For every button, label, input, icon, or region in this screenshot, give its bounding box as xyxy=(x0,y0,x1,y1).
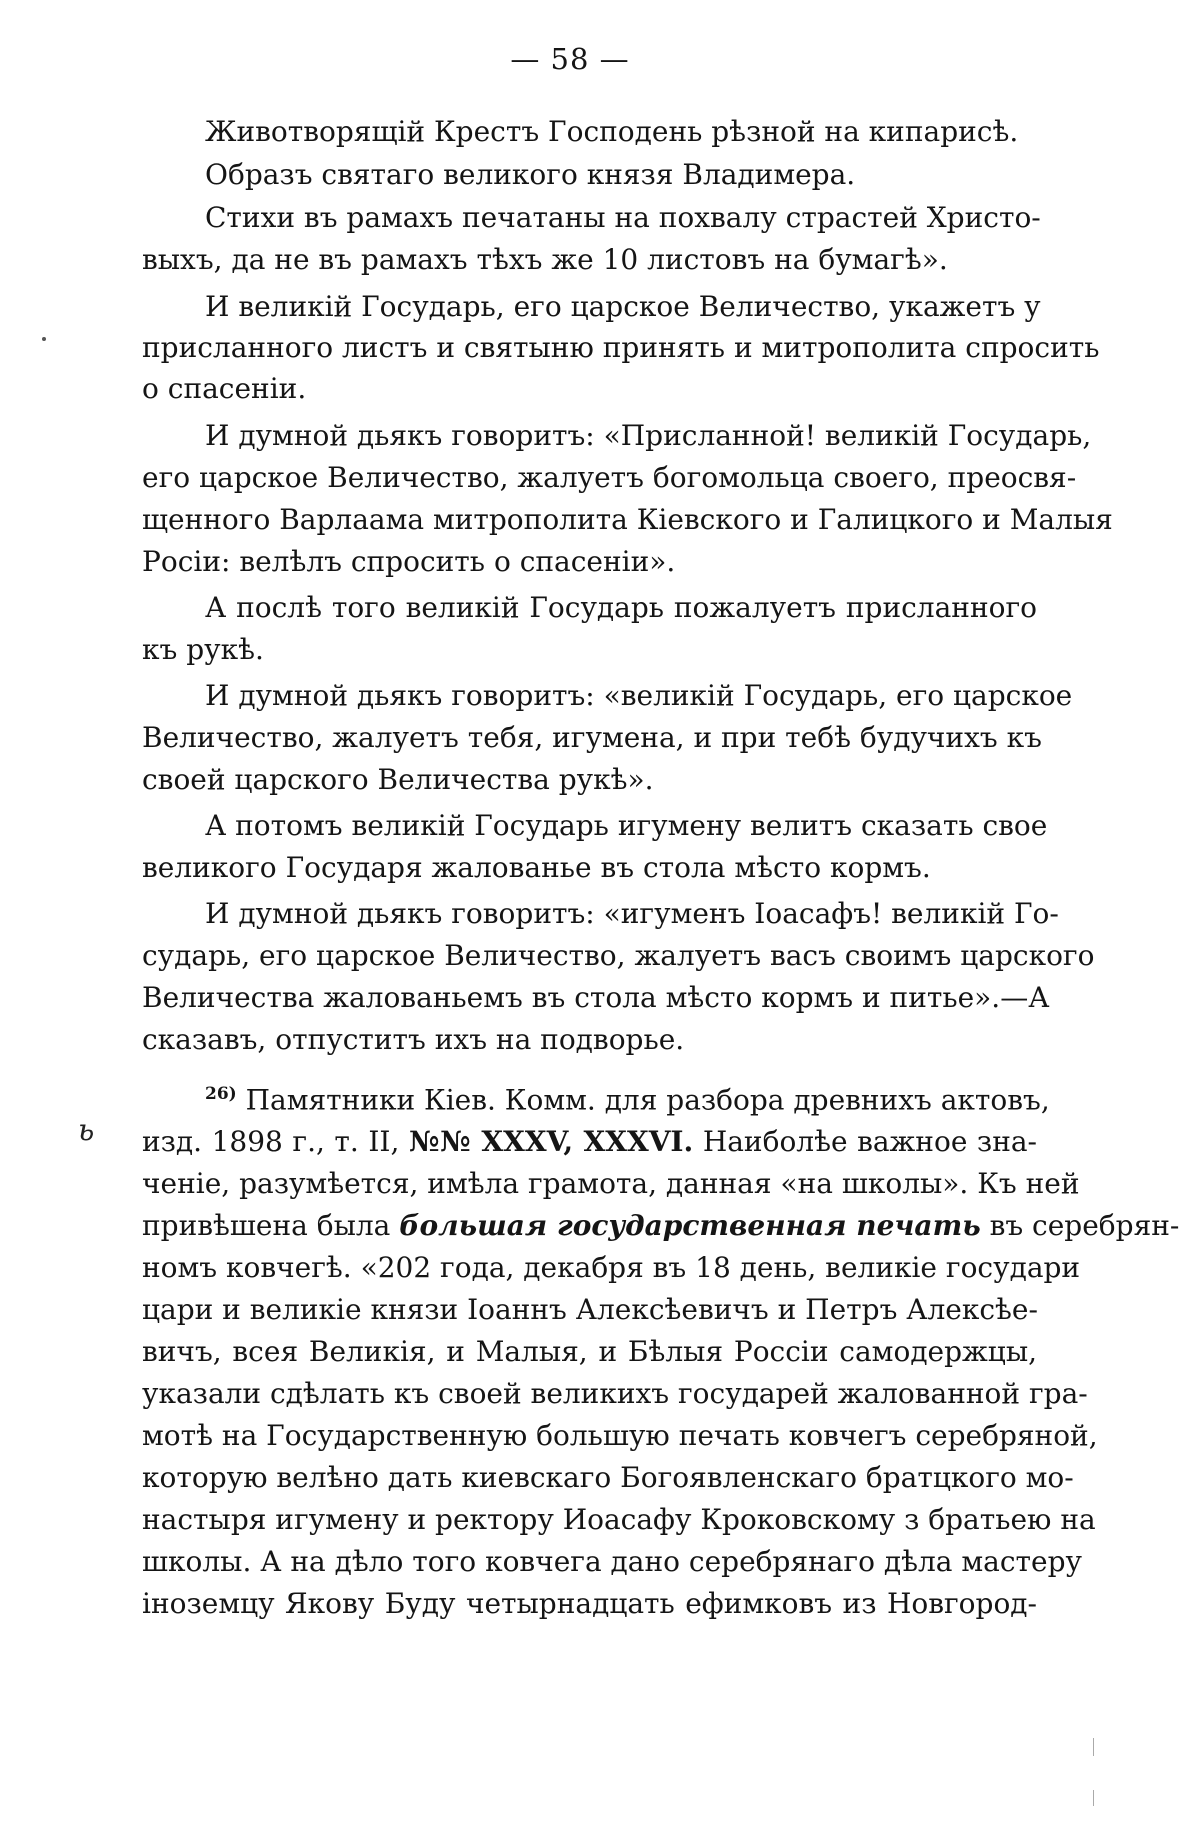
footnote-text: Наиболѣе важное зна- xyxy=(693,1125,1038,1158)
text-line: И думной дьякъ говоритъ: «Присланной! великій Государь, xyxy=(205,419,1092,452)
text-line: А потомъ великій Государь игумену велитъ сказать свое xyxy=(205,809,1048,842)
page-number: — 58 — xyxy=(510,42,630,76)
footnote-text: изд. 1898 г., т. II, xyxy=(142,1125,409,1158)
footnote-bold-reference: №№ XXXV, XXXVI. xyxy=(408,1125,694,1158)
scan-edge-mark xyxy=(1093,1738,1094,1756)
footnote-line xyxy=(142,1125,1038,1158)
footnote-text: Памятники Кіев. Комм. для разбора древнихъ актовъ, xyxy=(245,1083,1050,1117)
text-line: великого Государя жалованье въ стола мѣсто кормъ. xyxy=(142,851,931,884)
text-line: своей царского Величества рукѣ». xyxy=(142,763,654,796)
text-line: сударь, его царское Величество, жалуетъ васъ своимъ царского xyxy=(142,939,1095,972)
footnote-text: привѣшена была xyxy=(142,1209,400,1242)
footnote-line: мотѣ на Государственную большую печать ковчегъ серебряной, xyxy=(142,1419,1098,1452)
margin-handwritten-note: ь xyxy=(78,1113,95,1148)
margin-dot xyxy=(42,337,46,341)
footnote-line: номъ ковчегѣ. «202 года, декабря въ 18 день, великіе государи xyxy=(142,1251,1081,1284)
text-line: И великій Государь, его царское Величество, укажетъ у xyxy=(205,290,1041,323)
text-line: А послѣ того великій Государь пожалуетъ присланного xyxy=(205,591,1037,624)
text-line: выхъ, да не въ рамахъ тѣхъ же 10 листовъ на бумагѣ». xyxy=(142,243,948,276)
text-line: щенного Варлаама митрополита Кіевского и Галицкого и Малыя xyxy=(142,503,1113,536)
text-line: И думной дьякъ говоритъ: «великій Государь, его царское xyxy=(205,679,1073,712)
footnote-line: вичъ, всея Великія, и Малыя, и Бѣлыя Россіи самодержцы, xyxy=(142,1335,1037,1368)
text-line: Стихи въ рамахъ печатаны на похвалу страстей Христо- xyxy=(205,201,1041,234)
text-line: И думной дьякъ говоритъ: «игуменъ Іоасафъ! великій Го- xyxy=(205,897,1059,930)
footnote-line: іноземцу Якову Буду четырнадцать ефимковъ из Новгород- xyxy=(142,1587,1037,1620)
text-line: Образъ святаго великого князя Владимера. xyxy=(205,158,856,191)
scan-edge-mark xyxy=(1093,1790,1094,1806)
footnote-line: школы. А на дѣло того ковчега дано серебрянаго дѣла мастеру xyxy=(142,1545,1082,1578)
text-line: сказавъ, отпуститъ ихъ на подворье. xyxy=(142,1023,685,1056)
footnote-text: въ серебрян- xyxy=(980,1209,1179,1242)
footnote-marker: 26) xyxy=(205,1084,237,1104)
text-line: присланного листъ и святыню принять и митрополита спросить xyxy=(142,331,1100,364)
footnote-emphasis: большая государственная печать xyxy=(399,1209,981,1242)
text-line: его царское Величество, жалуетъ богомольца своего, преосвя- xyxy=(142,461,1077,494)
text-line: Росіи: велѣлъ спросить о спасеніи». xyxy=(142,545,676,578)
text-line: Животворящій Крестъ Господень рѣзной на кипарисѣ. xyxy=(205,115,1019,148)
text-line: Величество, жалуетъ тебя, игумена, и при тебѣ будучихъ къ xyxy=(142,721,1042,754)
footnote-line: указали сдѣлать къ своей великихъ государей жалованной гра- xyxy=(142,1377,1088,1410)
footnote-line: цари и великіе князи Іоаннъ Алексѣевичъ и Петръ Алексѣе- xyxy=(142,1293,1038,1326)
footnote-line: ченіе, разумѣется, имѣла грамота, данная «на школы». Къ ней xyxy=(142,1167,1080,1200)
footnote-line: настыря игумену и ректору Иоасафу Кроковскому з братьею на xyxy=(142,1503,1096,1536)
footnote-line xyxy=(205,1083,1050,1117)
text-line: Величества жалованьемъ въ стола мѣсто кормъ и питье».—А xyxy=(142,981,1050,1014)
text-line: къ рукѣ. xyxy=(142,633,264,666)
text-line: о спасеніи. xyxy=(142,372,307,405)
footnote-line: которую велѣно дать киевскаго Богоявленскаго братцкого мо- xyxy=(142,1461,1074,1494)
footnote-line xyxy=(142,1209,1179,1242)
